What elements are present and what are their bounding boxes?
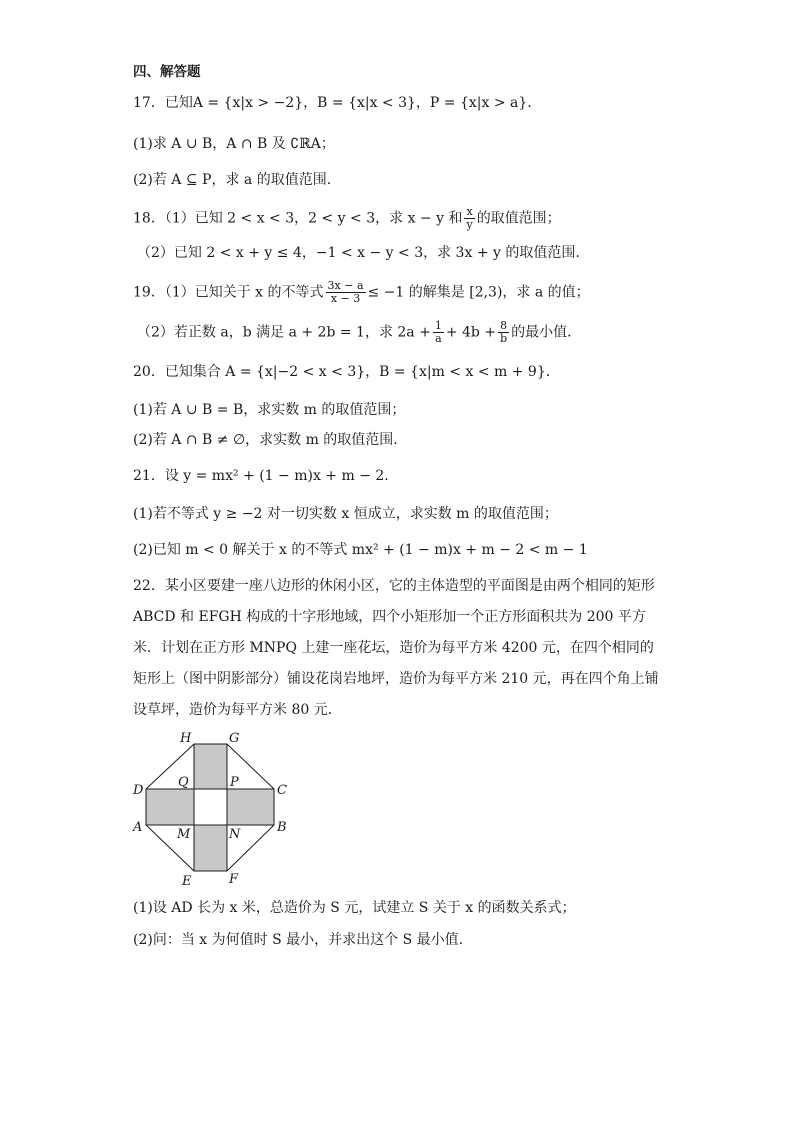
q18-part2: （2）已知 2 < x + y ≤ 4，−1 < x − y < 3，求 3x + y 的取值范围. bbox=[137, 245, 580, 261]
q20-part1: (1)若 A ∪ B = B，求实数 m 的取值范围； bbox=[133, 402, 406, 418]
q19-fraction-2 bbox=[498, 320, 509, 345]
label-M: M bbox=[177, 827, 191, 842]
q18-fraction bbox=[464, 206, 474, 231]
q19-frac-den: x − 3 bbox=[330, 292, 361, 305]
label-E: E bbox=[182, 874, 192, 889]
q19-part2-mid: + 4b + bbox=[445, 324, 497, 341]
q18-part1 bbox=[133, 206, 561, 231]
q19-frac2-num: 8 bbox=[498, 320, 509, 333]
center-square bbox=[194, 789, 227, 825]
q19-part2-before: （2）若正数 a，b 满足 a + 2b = 1，求 2a + bbox=[137, 324, 431, 341]
q20-part2: (2)若 A ∩ B ≠ ∅，求实数 m 的取值范围． bbox=[133, 432, 408, 448]
octagon-diagram bbox=[128, 728, 298, 890]
q20-main: 20．已知集合 A = {x|−2 < x < 3}，B = {x|m < x < m + 9}． bbox=[133, 364, 560, 380]
q17-part2: (2)若 A ⊆ P，求 a 的取值范围. bbox=[133, 172, 332, 188]
q17-part1: (1)求 A ∪ B，A ∩ B 及 ∁ℝA； bbox=[133, 136, 335, 152]
q18-part1-before: 18．（1）已知 2 < x < 3，2 < y < 3，求 x − y 和 bbox=[133, 210, 463, 227]
shaded-rect-bottom bbox=[194, 825, 227, 871]
q19-fraction bbox=[326, 280, 366, 305]
q18-frac-den: y bbox=[466, 218, 473, 231]
q18-frac-num: x bbox=[466, 205, 473, 218]
q21-main: 21．设 y = mx² + (1 − m)x + m − 2． bbox=[133, 468, 399, 484]
q19-part2-after: 的最小值． bbox=[511, 324, 582, 341]
shaded-rect-right bbox=[227, 789, 274, 825]
q17-main: 17．已知A = {x|x > −2}，B = {x|x < 3}，P = {x|x > a}. bbox=[133, 95, 532, 111]
label-H: H bbox=[180, 731, 192, 746]
q21-part1: (1)若不等式 y ≥ −2 对一切实数 x 恒成立，求实数 m 的取值范围； bbox=[133, 506, 558, 522]
label-A: A bbox=[133, 820, 143, 835]
label-B: B bbox=[277, 820, 287, 835]
q19-frac1-num: 1 bbox=[434, 319, 442, 332]
section-title: 四、解答题 bbox=[133, 64, 201, 80]
q22-part2: (2)问：当 x 为何值时 S 最小，并求出这个 S 最小值. bbox=[133, 932, 464, 948]
q19-part1-before: 19．（1）已知关于 x 的不等式 bbox=[133, 284, 324, 301]
label-D: D bbox=[133, 783, 144, 798]
q19-frac-num: 3x − a bbox=[327, 279, 364, 292]
q22-part1: (1)设 AD 长为 x 米，总造价为 S 元，试建立 S 关于 x 的函数关系式； bbox=[133, 900, 576, 916]
label-C: C bbox=[277, 783, 287, 798]
label-Q: Q bbox=[178, 775, 189, 790]
shaded-rect-top bbox=[194, 744, 227, 789]
label-G: G bbox=[229, 731, 240, 746]
q19-part1-after: ≤ −1 的解集是 [2,3)，求 a 的值； bbox=[367, 284, 590, 301]
q19-fraction-1 bbox=[433, 320, 444, 345]
label-F: F bbox=[229, 872, 239, 887]
q18-part1-after: 的取值范围； bbox=[476, 210, 561, 227]
q21-part2: (2)已知 m < 0 解关于 x 的不等式 mx² + (1 − m)x + m − 2 < m − 1 bbox=[133, 542, 588, 558]
q19-part1 bbox=[133, 280, 590, 305]
shaded-rect-left bbox=[146, 789, 194, 825]
octagon-figure bbox=[128, 728, 298, 890]
q22-text: 22．某小区要建一座八边形的休闲小区，它的主体造型的平面图是由两个相同的矩形 ABCD 和 EFGH 构成的十字形地域，四个小矩形加一个正方形面积共为 200 平方米．计划在正方形 MNPQ 上建一座花坛，造价为每平方米 4200 元，在四个相同的矩形上（图中阴影部分）铺设花岗岩地坪，造价为每平方米 210 元，再在四个角上铺设草坪，造价为每平方米 80 元． bbox=[133, 578, 659, 718]
label-N: N bbox=[229, 827, 241, 842]
q19-frac1-den: a bbox=[435, 332, 442, 345]
label-P: P bbox=[230, 775, 239, 790]
q19-part2 bbox=[137, 320, 581, 345]
q19-frac2-den: b bbox=[500, 332, 508, 345]
